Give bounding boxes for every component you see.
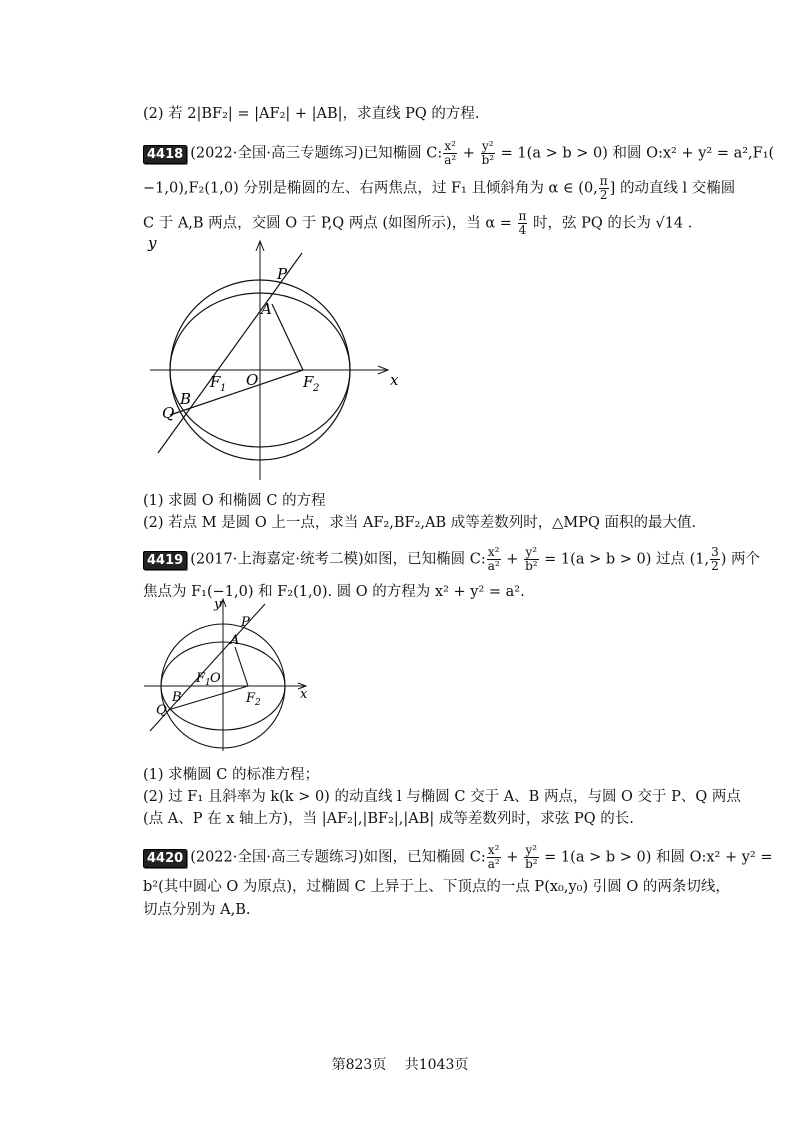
text: 的动直线 l 交椭圆 <box>615 180 736 197</box>
svg-text:A: A <box>261 300 272 318</box>
svg-text:F: F <box>246 691 256 706</box>
svg-text:2: 2 <box>313 383 320 394</box>
svg-text:B: B <box>172 690 182 705</box>
svg-text:1: 1 <box>220 383 227 394</box>
svg-text:O: O <box>246 371 259 389</box>
svg-text:Q: Q <box>156 703 167 718</box>
svg-text:x: x <box>300 687 308 702</box>
text: 两个 <box>726 551 760 568</box>
fraction: $\frac{\text{y²}}{\text{b²}}$ <box>525 545 538 573</box>
fraction: $\frac{\text{x²}}{\text{a²}}$ <box>487 545 500 573</box>
figure-4418 <box>140 235 420 485</box>
problem-4418-q1: (1) 求圆 O 和椭圆 C 的方程 <box>143 493 326 509</box>
svg-text:A: A <box>230 633 240 648</box>
svg-text:P: P <box>241 615 250 630</box>
svg-text:1: 1 <box>205 678 211 688</box>
svg-text:x: x <box>390 371 399 389</box>
svg-text:F: F <box>196 671 206 686</box>
svg-text:O: O <box>210 671 221 686</box>
text: C 于 A,B 两点，交圆 O 于 P,Q 两点 (如图所示)，当 α = <box>143 215 517 232</box>
problem-4419-q2b: (点 A、P 在 x 轴上方)，当 |AF₂|,|BF₂|,|AB| 成等差数列时，求弦 PQ 的长. <box>143 811 634 827</box>
text: 时，弦 PQ 的长为 √14 . <box>528 215 693 232</box>
svg-text:B: B <box>180 390 192 408</box>
svg-text:y: y <box>214 597 222 612</box>
problem-4418-line2: −1,0),F₂(1,0) 分别是椭圆的左、右两焦点，过 F₁ 且倾斜角为 α ∈ (0, $\frac{\pi}{2}$ ] 的动直线 l 交椭圆 <box>143 174 736 202</box>
fraction: $\frac{\pi}{4}$ <box>518 209 527 237</box>
fraction: $\frac{\text{x²}}{\text{a²}}$ <box>444 139 457 167</box>
problem-4419-line2: 焦点为 F₁(−1,0) 和 F₂(1,0). 圆 O 的方程为 x² + y² = a². <box>143 584 525 600</box>
problem-4418-line3 <box>143 210 692 237</box>
problem-4419-q2a: (2) 过 F₁ 且斜率为 k(k > 0) 的动直线 l 与椭圆 C 交于 A、B 两点，与圆 O 交于 P、Q 两点 <box>143 789 741 805</box>
text: (2022·全国·高三专题练习)如图，已知椭圆 C: <box>190 849 486 866</box>
problem-4419-q1: (1) 求椭圆 C 的标准方程； <box>143 767 319 783</box>
fraction: $\frac{\text{x²}}{\text{a²}}$ <box>487 843 500 871</box>
text: = 1(a > b > 0) 和圆 O:x² + y² = <box>539 849 773 866</box>
problem-4418-line1: 4418 (2022·全国·高三专题练习)已知椭圆 C: $\frac{\text{x²}}{\text{a²}}$ + $\frac{\text{y²}}{\text{b²}}$ = 1(a > b > 0) 和圆 O:x² + y² = a²,F₁( <box>143 140 774 167</box>
problem-number-badge: 4419 <box>143 551 187 570</box>
fraction: $\frac{\text{y²}}{\text{b²}}$ <box>481 139 495 167</box>
fraction: $\frac{3}{2}$ <box>711 545 719 573</box>
text: = 1(a > b > 0) 过点 <box>539 551 690 568</box>
text: (2022·全国·高三专题练习)已知椭圆 C: <box>190 145 443 162</box>
page-footer: 第823页 共1043页 <box>331 1057 469 1073</box>
problem-4418-q2: (2) 若点 M 是圆 O 上一点，求当 AF₂,BF₂,AB 成等差数列时，△MPQ 面积的最大值. <box>143 515 697 531</box>
svg-text:P: P <box>277 265 288 283</box>
problem-4419-line1: 4419 (2017·上海嘉定·统考二模)如图，已知椭圆 C: $\frac{\text{x²}}{\text{a²}}$ + $\frac{\text{y²}}{\text{b²}}$ = 1(a > b > 0) 过点 (1, $\frac{3}{2}$ ) 两个 <box>143 546 760 573</box>
line-prev-q2: (2) 若 2|BF₂| = |AF₂| + |AB|，求直线 PQ 的方程. <box>143 106 480 122</box>
text: (2017·上海嘉定·统考二模)如图，已知椭圆 C: <box>190 551 486 568</box>
problem-4420-line2: b²(其中圆心 O 为原点)，过椭圆 C 上异于上、下顶点的一点 P(x₀,y₀) 引圆 O 的两条切线， <box>143 879 730 895</box>
svg-text:Q: Q <box>162 404 175 422</box>
problem-4420-line1: 4420 (2022·全国·高三专题练习)如图，已知椭圆 C: $\frac{\text{x²}}{\text{a²}}$ + $\frac{\text{y²}}{\text{b²}}$ = 1(a > b > 0) 和圆 O:x² + y² = <box>143 844 772 871</box>
figure-4419 <box>140 596 320 754</box>
text: −1,0),F₂(1,0) 分别是椭圆的左、右两焦点，过 F₁ 且倾斜角为 α ∈ <box>143 180 579 197</box>
seg-af2 <box>272 304 303 370</box>
fraction: $\frac{\pi}{2}$ <box>599 174 608 202</box>
svg-text:F: F <box>303 373 314 391</box>
problem-number-badge: 4420 <box>143 849 187 868</box>
problem-number-badge: 4418 <box>143 145 187 164</box>
svg-text:F: F <box>210 373 221 391</box>
line-l <box>158 253 302 453</box>
svg-text:2: 2 <box>255 698 261 708</box>
svg-text:y: y <box>148 235 157 252</box>
text: = 1(a > b > 0) 和圆 O:x² + y² = a²,F₁( <box>496 145 775 162</box>
fraction: $\frac{\text{y²}}{\text{b²}}$ <box>525 843 538 871</box>
problem-4420-line3: 切点分别为 A,B. <box>143 902 251 918</box>
seg-af2 <box>235 647 248 686</box>
